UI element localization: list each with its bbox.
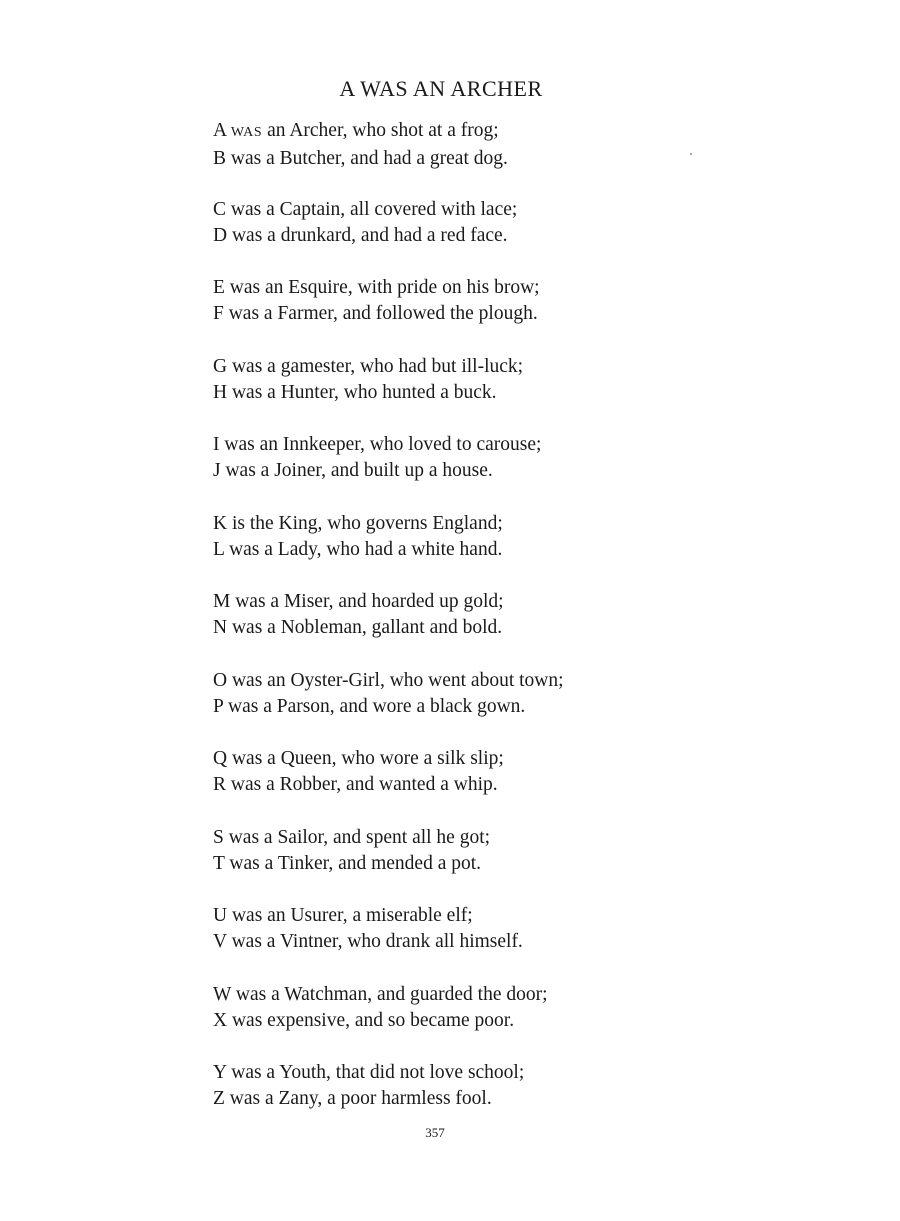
page-title: A WAS AN ARCHER — [339, 76, 543, 101]
poem-line: E was an Esquire, with pride on his brow; — [213, 277, 540, 298]
stanza — [213, 118, 833, 197]
small-caps-word: WAS — [230, 125, 263, 140]
poem-line: B was a Butcher, and had a great dog. — [213, 148, 508, 169]
poem-line: J was a Joiner, and built up a house. — [213, 460, 493, 481]
poem-line: P was a Parson, and wore a black gown. — [213, 695, 526, 717]
stanza — [213, 668, 833, 747]
poem-line: U was an Usurer, a miserable elf; — [213, 905, 473, 926]
poem-line: C was a Captain, all covered with lace; — [213, 198, 518, 220]
stanza — [213, 825, 833, 904]
poem-line: F was a Farmer, and followed the plough. — [213, 303, 538, 324]
stanza — [213, 511, 833, 590]
poem-line: O was an Oyster-Girl, who went about town; — [213, 669, 564, 691]
poem-line: M was a Miser, and hoarded up gold; — [213, 591, 504, 612]
poem-line: Y was a Youth, that did not love school; — [213, 1062, 525, 1083]
poem-line: I was an Innkeeper, who loved to carouse; — [213, 434, 542, 455]
poem-line: H was a Hunter, who hunted a buck. — [213, 381, 497, 403]
poem-line: T was a Tinker, and mended a pot. — [213, 852, 482, 874]
stanza — [213, 982, 833, 1061]
poem-line: S was a Sailor, and spent all he got; — [213, 826, 491, 848]
stanza — [213, 589, 833, 668]
stanza — [213, 903, 833, 982]
poem-line — [213, 118, 833, 146]
poem-line: K is the King, who governs England; — [213, 512, 503, 534]
poem-line: V was a Vintner, who drank all himself. — [213, 931, 523, 952]
stanza — [213, 354, 833, 433]
poem-line: R was a Robber, and wanted a whip. — [213, 774, 498, 795]
poem-line: Q was a Queen, who wore a silk slip; — [213, 748, 504, 769]
poem-line: X was expensive, and so became poor. — [213, 1009, 515, 1031]
stanza — [213, 197, 833, 276]
poem-line: L was a Lady, who had a white hand. — [213, 538, 503, 560]
line-initial: A — [213, 120, 227, 141]
stanza — [213, 746, 833, 825]
poem-line: G was a gamester, who had but ill-luck; — [213, 355, 524, 377]
poem-line: W was a Watchman, and guarded the door; — [213, 983, 548, 1005]
page-number: 357 — [425, 1125, 445, 1140]
line-rest: an Archer, who shot at a frog; — [267, 120, 499, 141]
stanza — [213, 275, 833, 354]
poem-line: N was a Nobleman, gallant and bold. — [213, 617, 503, 638]
poem-line: D was a drunkard, and had a red face. — [213, 224, 508, 246]
poem — [213, 118, 833, 1139]
poem-line: Z was a Zany, a poor harmless fool. — [213, 1088, 492, 1109]
stanza — [213, 432, 833, 511]
